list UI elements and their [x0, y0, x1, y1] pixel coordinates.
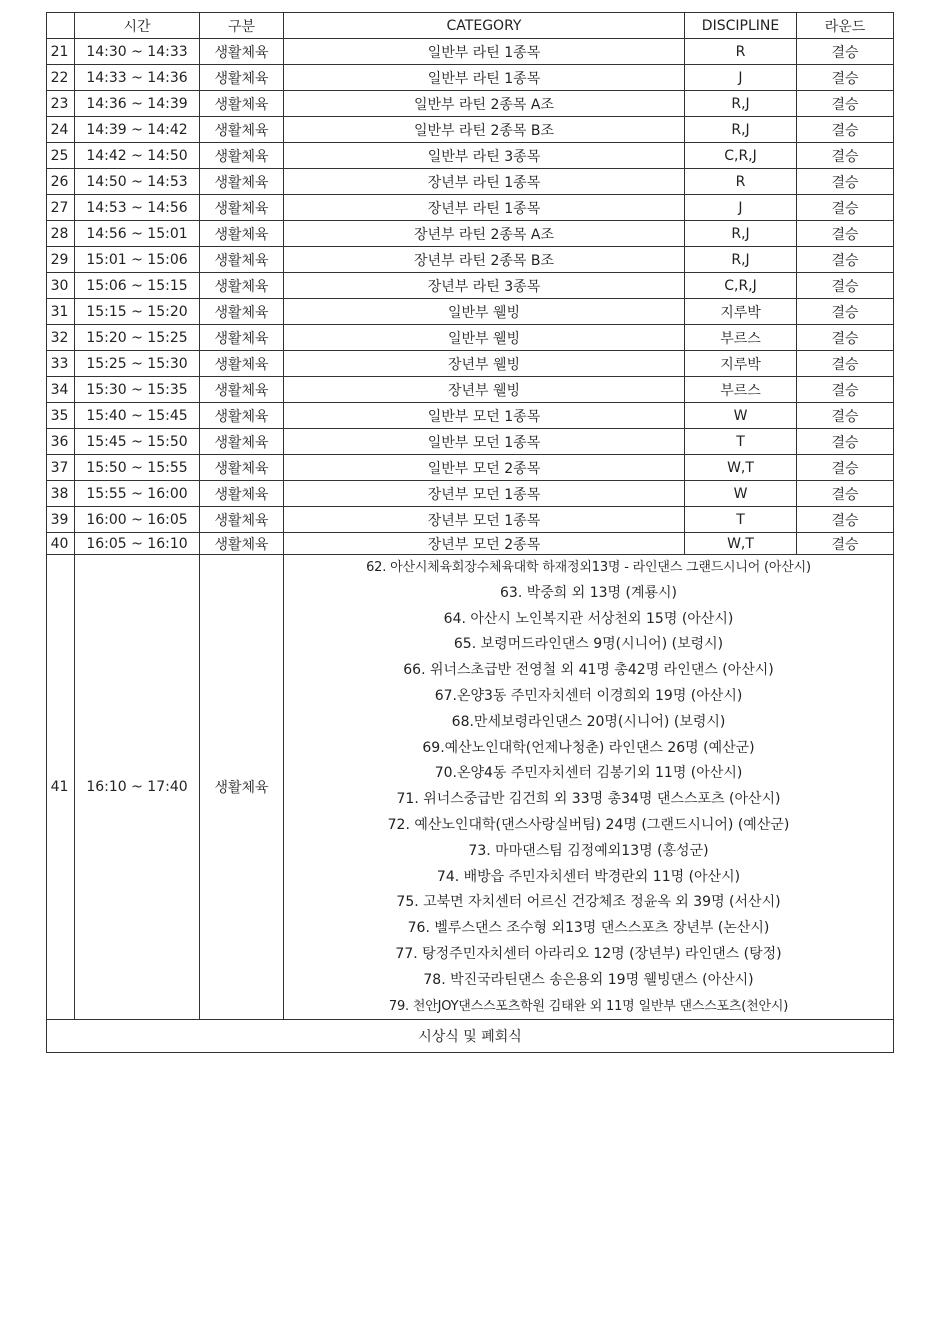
header-round: 라운드 [797, 13, 894, 39]
performance-item: 63. 박중희 외 13명 (계룡시) [500, 584, 677, 601]
performance-row [47, 555, 894, 1020]
row-round: 결승 [797, 533, 894, 555]
row-round: 결승 [797, 91, 894, 117]
row-category: 일반부 웰빙 [284, 325, 685, 351]
row-division: 생활체육 [200, 117, 284, 143]
row-discipline: T [685, 429, 797, 455]
row-time: 15:40 ~ 15:45 [75, 403, 200, 429]
header-division: 구분 [200, 13, 284, 39]
row-category: 일반부 라틴 3종목 [284, 143, 685, 169]
performance-item: 66. 위너스초급반 전영철 외 41명 총42명 라인댄스 (아산시) [403, 662, 774, 679]
closing-row [47, 1020, 894, 1053]
header-category: CATEGORY [284, 13, 685, 39]
performance-item: 76. 벨루스댄스 조수형 외13명 댄스스포츠 장년부 (논산시) [407, 920, 770, 937]
row-division: 생활체육 [200, 221, 284, 247]
performance-item: 79. 천안JOY댄스스포츠학원 김태완 외 11명 일반부 댄스스포츠(천안시) [388, 998, 789, 1014]
table-row [47, 195, 894, 221]
row-category: 일반부 모던 2종목 [284, 455, 685, 481]
row-round: 결승 [797, 39, 894, 65]
row-round: 결승 [797, 169, 894, 195]
performance-item: 70.온양4동 주민자치센터 김봉기외 11명 (아산시) [434, 765, 743, 782]
row-category: 장년부 모던 1종목 [284, 507, 685, 533]
row-division: 생활체육 [200, 247, 284, 273]
header-row [47, 13, 894, 39]
row-category: 장년부 라틴 1종목 [284, 195, 685, 221]
row-time: 14:53 ~ 14:56 [75, 195, 200, 221]
row-category: 일반부 라틴 1종목 [284, 39, 685, 65]
row-discipline: W [685, 481, 797, 507]
row-division: 생활체육 [200, 143, 284, 169]
performance-item: 77. 탕정주민자치센터 아라리오 12명 (장년부) 라인댄스 (탕정) [395, 945, 782, 962]
row-division: 생활체육 [200, 481, 284, 507]
table-row [47, 169, 894, 195]
performance-item: 75. 고북면 자치센터 어르신 건강체조 정윤옥 외 39명 (서산시) [396, 894, 781, 911]
row-time: 16:00 ~ 16:05 [75, 507, 200, 533]
row-no: 21 [47, 39, 75, 65]
row-time: 15:06 ~ 15:15 [75, 273, 200, 299]
row-discipline: R,J [685, 221, 797, 247]
row-discipline: W,T [685, 533, 797, 555]
table-row [47, 481, 894, 507]
table-row [47, 403, 894, 429]
row-division: 생활체육 [200, 403, 284, 429]
row-time: 15:01 ~ 15:06 [75, 247, 200, 273]
row-round: 결승 [797, 325, 894, 351]
row-discipline: R,J [685, 247, 797, 273]
row-round: 결승 [797, 351, 894, 377]
performance-item: 67.온양3동 주민자치센터 이경희외 19명 (아산시) [434, 687, 743, 704]
row-time: 15:15 ~ 15:20 [75, 299, 200, 325]
performance-division: 생활체육 [200, 555, 284, 1020]
row-round: 결승 [797, 65, 894, 91]
row-category: 장년부 라틴 1종목 [284, 169, 685, 195]
row-no: 26 [47, 169, 75, 195]
table-row [47, 247, 894, 273]
row-no: 32 [47, 325, 75, 351]
row-category: 일반부 라틴 2종목 A조 [284, 91, 685, 117]
row-round: 결승 [797, 481, 894, 507]
row-division: 생활체육 [200, 455, 284, 481]
row-no: 38 [47, 481, 75, 507]
row-time: 14:42 ~ 14:50 [75, 143, 200, 169]
row-time: 15:50 ~ 15:55 [75, 455, 200, 481]
row-round: 결승 [797, 143, 894, 169]
row-time: 14:30 ~ 14:33 [75, 39, 200, 65]
row-round: 결승 [797, 377, 894, 403]
header-no [47, 13, 75, 39]
table-row [47, 455, 894, 481]
table-row [47, 507, 894, 533]
table-row [47, 533, 894, 555]
row-discipline: J [685, 65, 797, 91]
row-time: 15:20 ~ 15:25 [75, 325, 200, 351]
performance-item: 73. 마마댄스팀 김정예외13명 (홍성군) [468, 842, 709, 859]
row-discipline: R [685, 39, 797, 65]
performance-list [284, 555, 893, 1019]
row-round: 결승 [797, 117, 894, 143]
row-discipline: 부르스 [685, 325, 797, 351]
row-round: 결승 [797, 273, 894, 299]
row-round: 결승 [797, 507, 894, 533]
row-round: 결승 [797, 455, 894, 481]
row-round: 결승 [797, 247, 894, 273]
table-row [47, 273, 894, 299]
table-row [47, 39, 894, 65]
row-division: 생활체육 [200, 429, 284, 455]
row-category: 일반부 웰빙 [284, 299, 685, 325]
row-division: 생활체육 [200, 507, 284, 533]
row-no: 27 [47, 195, 75, 221]
row-no: 31 [47, 299, 75, 325]
row-no: 40 [47, 533, 75, 555]
row-category: 장년부 라틴 2종목 A조 [284, 221, 685, 247]
row-round: 결승 [797, 221, 894, 247]
row-division: 생활체육 [200, 65, 284, 91]
row-division: 생활체육 [200, 39, 284, 65]
row-no: 22 [47, 65, 75, 91]
row-time: 15:25 ~ 15:30 [75, 351, 200, 377]
performance-no: 41 [47, 555, 75, 1020]
row-division: 생활체육 [200, 351, 284, 377]
closing-ceremony: 시상식 및 폐회식 [47, 1020, 894, 1053]
row-discipline: R [685, 169, 797, 195]
row-division: 생활체육 [200, 169, 284, 195]
table-row [47, 299, 894, 325]
row-category: 장년부 웰빙 [284, 377, 685, 403]
row-no: 35 [47, 403, 75, 429]
table-row [47, 221, 894, 247]
table-row [47, 91, 894, 117]
row-category: 일반부 모던 1종목 [284, 429, 685, 455]
header-time: 시간 [75, 13, 200, 39]
row-category: 장년부 모던 2종목 [284, 533, 685, 555]
row-no: 34 [47, 377, 75, 403]
table-row [47, 351, 894, 377]
row-no: 29 [47, 247, 75, 273]
row-no: 28 [47, 221, 75, 247]
row-no: 33 [47, 351, 75, 377]
row-no: 37 [47, 455, 75, 481]
row-no: 23 [47, 91, 75, 117]
row-discipline: R,J [685, 91, 797, 117]
row-category: 일반부 모던 1종목 [284, 403, 685, 429]
performance-item: 65. 보령머드라인댄스 9명(시니어) (보령시) [453, 636, 724, 653]
row-time: 15:45 ~ 15:50 [75, 429, 200, 455]
row-discipline: W,T [685, 455, 797, 481]
performance-item: 78. 박진국라틴댄스 송은용외 19명 웰빙댄스 (아산시) [423, 971, 754, 988]
row-discipline: J [685, 195, 797, 221]
row-time: 14:33 ~ 14:36 [75, 65, 200, 91]
row-discipline: W [685, 403, 797, 429]
row-time: 16:05 ~ 16:10 [75, 533, 200, 555]
row-category: 장년부 라틴 2종목 B조 [284, 247, 685, 273]
table-row [47, 143, 894, 169]
row-division: 생활체육 [200, 325, 284, 351]
row-division: 생활체육 [200, 195, 284, 221]
row-round: 결승 [797, 429, 894, 455]
row-no: 25 [47, 143, 75, 169]
performance-item: 71. 위너스중급반 김건희 외 33명 총34명 댄스스포츠 (아산시) [396, 791, 781, 808]
row-division: 생활체육 [200, 533, 284, 555]
row-category: 일반부 라틴 2종목 B조 [284, 117, 685, 143]
row-time: 14:36 ~ 14:39 [75, 91, 200, 117]
table-row [47, 65, 894, 91]
header-discipline: DISCIPLINE [685, 13, 797, 39]
row-discipline: 지루박 [685, 299, 797, 325]
table-row [47, 429, 894, 455]
row-category: 일반부 라틴 1종목 [284, 65, 685, 91]
table-row [47, 117, 894, 143]
row-no: 39 [47, 507, 75, 533]
row-division: 생활체육 [200, 299, 284, 325]
row-category: 장년부 모던 1종목 [284, 481, 685, 507]
row-discipline: C,R,J [685, 143, 797, 169]
row-category: 장년부 라틴 3종목 [284, 273, 685, 299]
row-discipline: C,R,J [685, 273, 797, 299]
row-round: 결승 [797, 403, 894, 429]
performance-item: 69.예산노인대학(언제나청춘) 라인댄스 26명 (예산군) [422, 739, 755, 756]
row-discipline: T [685, 507, 797, 533]
row-time: 14:39 ~ 14:42 [75, 117, 200, 143]
row-round: 결승 [797, 299, 894, 325]
row-discipline: 부르스 [685, 377, 797, 403]
performance-time: 16:10 ~ 17:40 [75, 555, 200, 1020]
row-category: 장년부 웰빙 [284, 351, 685, 377]
row-division: 생활체육 [200, 377, 284, 403]
row-time: 14:56 ~ 15:01 [75, 221, 200, 247]
table-row [47, 325, 894, 351]
schedule-table [46, 12, 894, 1053]
row-no: 30 [47, 273, 75, 299]
table-row [47, 377, 894, 403]
performance-item: 62. 아산시체육회장수체육대학 하재정외13명 - 라인댄스 그랜드시니어 (아산시) [366, 560, 811, 575]
row-division: 생활체육 [200, 91, 284, 117]
row-no: 24 [47, 117, 75, 143]
performance-item: 68.만세보령라인댄스 20명(시니어) (보령시) [451, 713, 726, 730]
row-time: 15:55 ~ 16:00 [75, 481, 200, 507]
performance-item: 74. 배방읍 주민자치센터 박경란외 11명 (아산시) [436, 868, 741, 885]
row-time: 14:50 ~ 14:53 [75, 169, 200, 195]
performance-item: 72. 예산노인대학(댄스사랑실버팀) 24명 (그랜드시니어) (예산군) [387, 816, 790, 833]
row-time: 15:30 ~ 15:35 [75, 377, 200, 403]
row-discipline: 지루박 [685, 351, 797, 377]
performance-item: 64. 아산시 노인복지관 서상천외 15명 (아산시) [443, 610, 734, 627]
performance-list-cell [284, 555, 894, 1020]
row-division: 생활체육 [200, 273, 284, 299]
row-round: 결승 [797, 195, 894, 221]
row-no: 36 [47, 429, 75, 455]
row-discipline: R,J [685, 117, 797, 143]
